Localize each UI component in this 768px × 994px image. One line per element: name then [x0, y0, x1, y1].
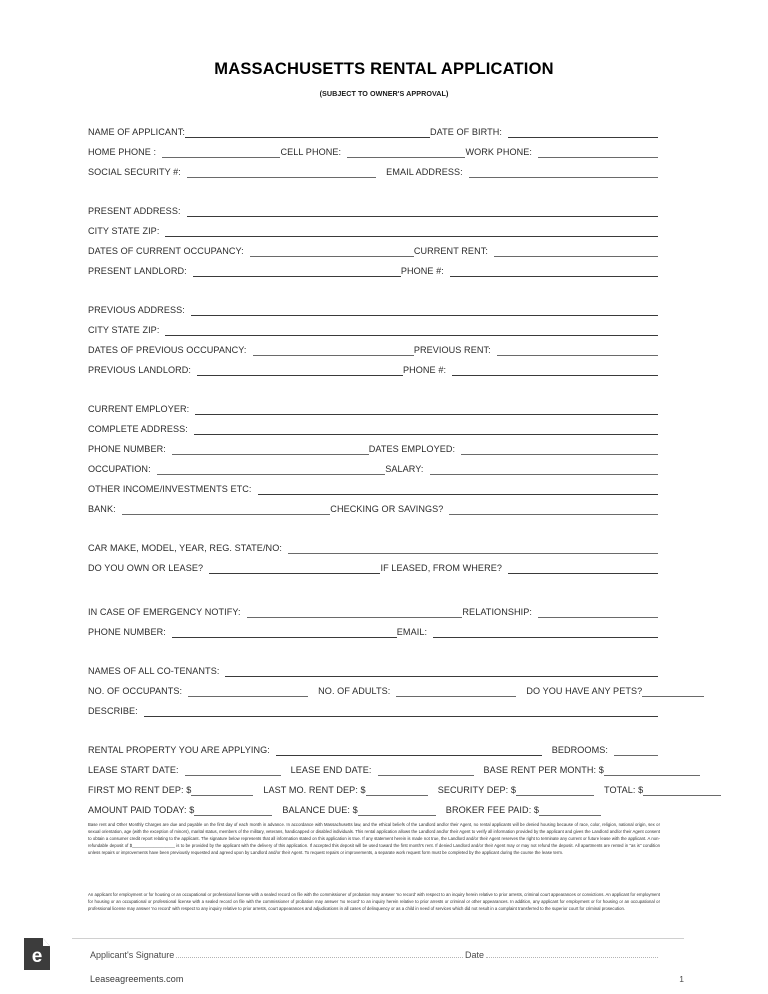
- form-row-current-occupancy: [88, 237, 658, 257]
- input-present-address[interactable]: [187, 205, 658, 217]
- label-broker-fee-paid: BROKER FEE PAID: $: [445, 805, 540, 815]
- label-present-landlord-phone: PHONE #:: [400, 266, 444, 276]
- input-dates-of-previous-occupancy[interactable]: [253, 344, 414, 356]
- input-broker-fee-paid[interactable]: [539, 804, 601, 816]
- label-base-rent-per-month: BASE RENT PER MONTH: $: [483, 765, 604, 775]
- label-checking-or-savings: CHECKING OR SAVINGS?: [330, 504, 444, 514]
- label-total: TOTAL: $: [604, 785, 644, 795]
- label-previous-address: PREVIOUS ADDRESS:: [88, 305, 185, 315]
- form-row-deposits: [88, 776, 658, 796]
- section-applicant: [88, 118, 658, 178]
- section-emergency: [88, 598, 658, 638]
- input-emergency-email[interactable]: [433, 626, 658, 638]
- page-title: MASSACHUSETTS RENTAL APPLICATION: [214, 60, 554, 78]
- form-row-current-employer: [88, 395, 658, 415]
- label-salary: SALARY:: [385, 464, 424, 474]
- label-if-leased-from-where: IF LEASED, FROM WHERE?: [380, 563, 502, 573]
- label-last-mo-rent-dep: LAST MO. RENT DEP: $: [263, 785, 366, 795]
- page-subtitle: (SUBJECT TO OWNER'S APPROVAL): [319, 89, 449, 98]
- input-describe[interactable]: [144, 705, 658, 717]
- label-name-of-applicant: NAME OF APPLICANT:: [88, 127, 185, 137]
- form-row-other-income: [88, 475, 658, 495]
- form-row-employer-phone: [88, 435, 658, 455]
- input-base-rent-per-month[interactable]: [604, 764, 700, 776]
- label-security-dep: SECURITY DEP: $: [437, 785, 517, 795]
- form-row-rental-property: [88, 736, 658, 756]
- label-present-address: PRESENT ADDRESS:: [88, 206, 181, 216]
- input-total[interactable]: [643, 784, 721, 796]
- input-bedrooms[interactable]: [614, 744, 658, 756]
- label-lease-start-date: LEASE START DATE:: [88, 765, 179, 775]
- input-last-mo-rent-dep[interactable]: [366, 784, 428, 796]
- label-any-pets: DO YOU HAVE ANY PETS?: [526, 686, 643, 696]
- input-own-or-lease[interactable]: [209, 562, 380, 574]
- input-security-dep[interactable]: [516, 784, 594, 796]
- label-describe: DESCRIBE:: [88, 706, 138, 716]
- form-row-emergency-notify: [88, 598, 658, 618]
- form-row-previous-landlord: [88, 356, 658, 376]
- form-body: [88, 118, 658, 816]
- input-if-leased-from-where[interactable]: [508, 562, 658, 574]
- input-balance-due[interactable]: [358, 804, 436, 816]
- input-previous-landlord[interactable]: [197, 364, 403, 376]
- form-row-bank: [88, 495, 658, 515]
- input-lease-start-date[interactable]: [185, 764, 281, 776]
- input-name-of-applicant[interactable]: [185, 126, 430, 138]
- section-present-residence: [88, 197, 658, 277]
- input-co-tenants[interactable]: [225, 665, 658, 677]
- form-row-occupation-salary: [88, 455, 658, 475]
- label-previous-landlord: PREVIOUS LANDLORD:: [88, 365, 192, 375]
- input-previous-rent[interactable]: [497, 344, 658, 356]
- input-social-security[interactable]: [187, 166, 376, 178]
- input-present-landlord-phone[interactable]: [450, 265, 658, 277]
- label-lease-end-date: LEASE END DATE:: [290, 765, 372, 775]
- label-relationship: RELATIONSHIP:: [462, 607, 532, 617]
- form-row-name-dob: [88, 118, 658, 138]
- label-own-or-lease: DO YOU OWN OR LEASE?: [88, 563, 204, 573]
- input-car-details[interactable]: [288, 542, 658, 554]
- label-dates-employed: DATES EMPLOYED:: [368, 444, 456, 454]
- form-row-previous-address: [88, 296, 658, 316]
- input-occupation[interactable]: [157, 463, 386, 475]
- input-no-of-occupants[interactable]: [188, 685, 308, 697]
- input-current-employer[interactable]: [195, 403, 658, 415]
- label-date: Date: [464, 950, 484, 960]
- label-present-landlord: PRESENT LANDLORD:: [88, 266, 187, 276]
- label-cell-phone: CELL PHONE:: [280, 147, 342, 157]
- signature-row: [90, 950, 660, 960]
- label-date-of-birth: DATE OF BIRTH:: [429, 127, 502, 137]
- label-current-rent: CURRENT RENT:: [413, 246, 488, 256]
- form-row-employer-address: [88, 415, 658, 435]
- label-emergency-email: EMAIL:: [396, 627, 428, 637]
- form-row-present-city-state-zip: [88, 217, 658, 237]
- form-row-ssn-email: [88, 158, 658, 178]
- section-occupants: [88, 657, 658, 717]
- label-current-employer: CURRENT EMPLOYER:: [88, 404, 190, 414]
- input-emergency-phone-number[interactable]: [172, 626, 397, 638]
- form-row-present-landlord: [88, 257, 658, 277]
- input-no-of-adults[interactable]: [396, 685, 516, 697]
- input-bank[interactable]: [122, 503, 331, 515]
- label-car-details: CAR MAKE, MODEL, YEAR, REG. STATE/NO:: [88, 543, 282, 553]
- input-checking-or-savings[interactable]: [449, 503, 658, 515]
- form-row-previous-occupancy: [88, 336, 658, 356]
- label-previous-city-state-zip: CITY STATE ZIP:: [88, 325, 160, 335]
- form-row-present-address: [88, 197, 658, 217]
- input-current-rent[interactable]: [494, 245, 658, 257]
- input-previous-address[interactable]: [191, 304, 658, 316]
- label-previous-rent: PREVIOUS RENT:: [413, 345, 491, 355]
- input-any-pets[interactable]: [642, 685, 704, 697]
- label-dates-of-current-occupancy: DATES OF CURRENT OCCUPANCY:: [88, 246, 244, 256]
- input-previous-city-state-zip[interactable]: [165, 324, 658, 336]
- form-row-describe: [88, 697, 658, 717]
- label-occupation: OCCUPATION:: [88, 464, 151, 474]
- form-row-co-tenants: [88, 657, 658, 677]
- input-salary[interactable]: [430, 463, 659, 475]
- input-date-of-birth[interactable]: [508, 126, 658, 138]
- label-previous-landlord-phone: PHONE #:: [402, 365, 447, 375]
- label-social-security: SOCIAL SECURITY #:: [88, 167, 181, 177]
- date-input[interactable]: [486, 950, 658, 958]
- input-emergency-notify[interactable]: [247, 606, 463, 618]
- form-row-payments: [88, 796, 658, 816]
- input-employer-phone-number[interactable]: [172, 443, 369, 455]
- form-row-occupant-counts: [88, 677, 658, 697]
- label-no-of-adults: NO. OF ADULTS:: [318, 686, 391, 696]
- input-first-mo-rent-dep[interactable]: [191, 784, 253, 796]
- label-no-of-occupants: NO. OF OCCUPANTS:: [88, 686, 183, 696]
- form-row-car-details: [88, 534, 658, 554]
- footer-divider: [72, 938, 684, 939]
- signature-input[interactable]: [176, 950, 463, 958]
- form-row-own-or-lease: [88, 554, 658, 574]
- form-row-emergency-phone: [88, 618, 658, 638]
- input-lease-end-date[interactable]: [378, 764, 474, 776]
- label-complete-address: COMPLETE ADDRESS:: [88, 424, 188, 434]
- label-employer-phone-number: PHONE NUMBER:: [88, 444, 166, 454]
- input-email-address[interactable]: [469, 166, 658, 178]
- label-co-tenants: NAMES OF ALL CO-TENANTS:: [88, 666, 220, 676]
- input-previous-landlord-phone[interactable]: [452, 364, 658, 376]
- label-dates-of-previous-occupancy: DATES OF PREVIOUS OCCUPANCY:: [88, 345, 247, 355]
- input-rental-property[interactable]: [276, 744, 542, 756]
- label-bank: BANK:: [88, 504, 116, 514]
- label-present-city-state-zip: CITY STATE ZIP:: [88, 226, 160, 236]
- label-first-mo-rent-dep: FIRST MO RENT DEP: $: [88, 785, 192, 795]
- input-present-city-state-zip[interactable]: [165, 225, 658, 237]
- label-home-phone: HOME PHONE :: [88, 147, 157, 157]
- label-email-address: EMAIL ADDRESS:: [386, 167, 463, 177]
- label-applicants-signature: Applicant's Signature: [90, 950, 175, 960]
- label-bedrooms: BEDROOMS:: [551, 745, 608, 755]
- input-cell-phone[interactable]: [347, 146, 465, 158]
- form-row-previous-city-state-zip: [88, 316, 658, 336]
- page-number: 1: [679, 974, 684, 984]
- brand-wordmark: Leaseagreements.com: [90, 974, 184, 984]
- input-dates-of-current-occupancy[interactable]: [250, 245, 414, 257]
- label-rental-property: RENTAL PROPERTY YOU ARE APPLYING:: [88, 745, 270, 755]
- form-row-lease-dates: [88, 756, 658, 776]
- form-row-phones: [88, 138, 658, 158]
- input-work-phone[interactable]: [538, 146, 658, 158]
- input-amount-paid-today[interactable]: [194, 804, 272, 816]
- section-previous-residence: [88, 296, 658, 376]
- section-vehicle: [88, 534, 658, 574]
- input-present-landlord[interactable]: [193, 265, 401, 277]
- label-emergency-phone-number: PHONE NUMBER:: [88, 627, 166, 637]
- label-other-income: OTHER INCOME/INVESTMENTS ETC:: [88, 484, 252, 494]
- section-employment: [88, 395, 658, 515]
- label-balance-due: BALANCE DUE: $: [282, 805, 358, 815]
- logo-letter: e: [31, 945, 43, 967]
- input-relationship[interactable]: [538, 606, 658, 618]
- legal-paragraph-sealed-record: An applicant for employment or for housing or an occupational or professional license with a sealed record on file with the commissioner of probation may answer 'no record' with respect to an inquiry herein relative to prior arrests, criminal court appearances or convictions. An applicant for employment for housing or an occupational or professional license with a sealed record on file with the commissioner of probation may answer 'no record' to an inquiry herein relative to prior arrests or criminal or other appearances. In addition, any applicant for employment or for housing or an occupational or professional license may answer 'no record' with respect to any inquiry relative to prior arrests, court appearances and adjudications in all cases of delinquency or as a child in need of services which did not result in a complaint transferred to the superior court for criminal prosecution.: [88, 892, 660, 911]
- section-rental-terms: [88, 736, 658, 816]
- label-amount-paid-today: AMOUNT PAID TODAY: $: [88, 805, 195, 815]
- label-emergency-notify: IN CASE OF EMERGENCY NOTIFY:: [88, 607, 241, 617]
- input-complete-address[interactable]: [194, 423, 658, 435]
- input-home-phone[interactable]: [162, 146, 280, 158]
- input-other-income[interactable]: [258, 483, 659, 495]
- input-dates-employed[interactable]: [461, 443, 658, 455]
- label-work-phone: WORK PHONE:: [465, 147, 533, 157]
- document-logo-icon: [24, 938, 50, 970]
- legal-paragraph-rent-terms: Base rent and Other Monthly Charges are due and payable on the first day of each month in advance. In accordance with Massachusetts law, and the ethical beliefs of the Landlord and/or their Agent, no rental applicants will be denied housing because of race, color, religion, national origin, sex or sexual orientation, age (with the exception of minors), marital status, members of the military, veterans, handicapped or disabled individuals. This rental application allows the Landlord and/or their Agent to verify all information provided by the applicant and gives the Landlord and/or their Agent consent to obtain a consumer credit report relating to the applicant. The signature below represents that all information stated on this application is true. If any statement herein is made not true, the Landlord and/or their Agent reserves the right to terminate any current or future lease with the applicant. A non-refundable deposit of $__________________ is to be provided by the applicant with the delivery of this application. If accepted this deposit will be used toward the first month's rent. If denied Landlord and/or their Agent may or may not refund the deposit. All apartments are rented in "as is" condition unless repairs or improvements have been previously requested and agreed upon by Landlord and/or their Agent. To request repairs or improvements, a separate work request form must be completed by the applicant during the course the lease term.: [88, 822, 660, 855]
